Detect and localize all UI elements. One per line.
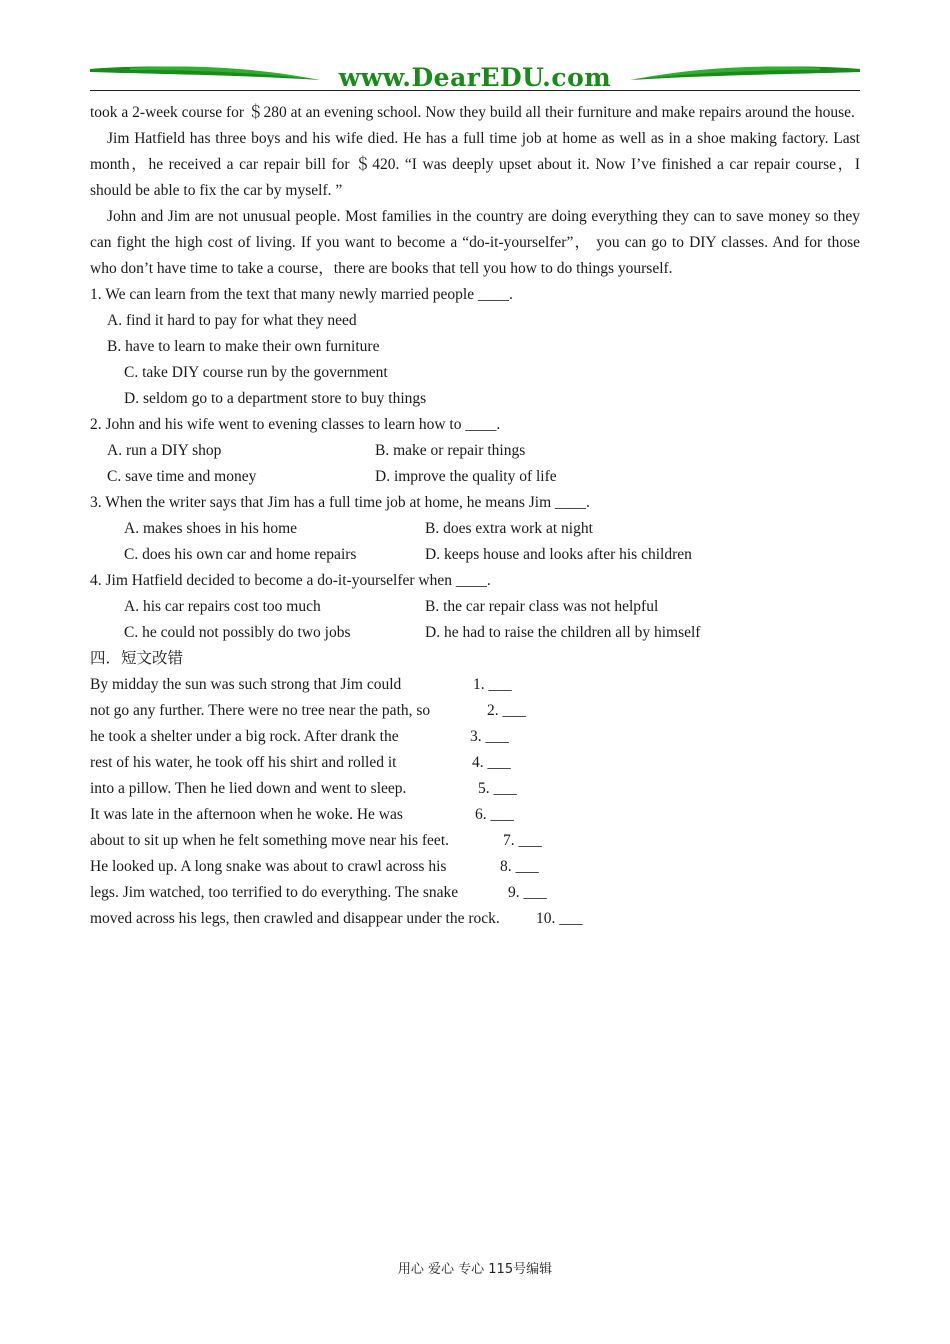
- error-line: [90, 776, 860, 802]
- site-header: [90, 62, 860, 94]
- passage-paragraph: Jim Hatfield has three boys and his wife died. He has a full time job at home as well as in a shoe making factory. Last month，he received a car repair bill for ＄420. “I was deeply upset about it. Now I’ve finished a car repair course，I should be able to fix the car by myself. ”: [90, 130, 860, 199]
- answer-option: B. have to learn to make their own furniture: [107, 338, 380, 355]
- error-line: [90, 854, 860, 880]
- answer-blank: 9. ___: [508, 884, 547, 901]
- error-line-text: about to sit up when he felt something move near his feet.: [90, 832, 449, 849]
- question-stem: 2. John and his wife went to evening classes to learn how to ____.: [90, 416, 501, 433]
- header-divider: [90, 90, 860, 91]
- error-line: [90, 828, 860, 854]
- error-line-text: It was late in the afternoon when he woke. He was: [90, 806, 403, 823]
- site-name: www.DearEDU.com: [338, 63, 612, 92]
- page-footer: 用心 爱心 专心 115号编辑: [397, 1262, 553, 1277]
- answer-blank: 2. ___: [487, 702, 526, 719]
- answer-option: C. he could not possibly do two jobs: [124, 624, 351, 641]
- error-line-text: legs. Jim watched, too terrified to do everything. The snake: [90, 884, 459, 901]
- error-line-text: moved across his legs, then crawled and disappear under the rock.: [90, 910, 500, 927]
- answer-option: D. seldom go to a department store to buy things: [124, 390, 427, 407]
- answer-blank: 6. ___: [475, 806, 514, 823]
- error-line: [90, 698, 860, 724]
- answer-option: B. the car repair class was not helpful: [425, 598, 659, 615]
- error-line-text: into a pillow. Then he lied down and went to sleep.: [90, 780, 407, 797]
- answer-blank: 8. ___: [500, 858, 539, 875]
- option-row: [90, 594, 860, 620]
- answer-blank: 5. ___: [478, 780, 517, 797]
- option-row: [90, 620, 860, 646]
- error-line-text: By midday the sun was such strong that Jim could: [90, 676, 402, 693]
- error-line: [90, 672, 860, 698]
- error-line-text: He looked up. A long snake was about to crawl across his: [90, 858, 447, 875]
- answer-blank: 10. ___: [536, 910, 583, 927]
- answer-blank: 3. ___: [470, 728, 509, 745]
- answer-option: C. save time and money: [107, 468, 257, 485]
- section-title: 四．短文改错: [90, 650, 184, 667]
- error-line: [90, 880, 860, 906]
- answer-option: A. find it hard to pay for what they need: [107, 312, 357, 329]
- answer-blank: 7. ___: [503, 832, 542, 849]
- answer-blank: 1. ___: [473, 676, 512, 693]
- answer-option: C. take DIY course run by the government: [124, 364, 388, 381]
- answer-option: A. makes shoes in his home: [124, 520, 298, 537]
- error-line: [90, 724, 860, 750]
- answer-option: D. he had to raise the children all by himself: [425, 624, 701, 641]
- question-stem: 1. We can learn from the text that many newly married people ____.: [90, 286, 513, 303]
- error-line: [90, 750, 860, 776]
- error-line-text: not go any further. There were no tree near the path, so: [90, 702, 431, 719]
- option-row: [90, 464, 860, 490]
- answer-option: A. his car repairs cost too much: [124, 598, 321, 615]
- answer-option: D. keeps house and looks after his children: [425, 546, 692, 563]
- answer-blank: 4. ___: [472, 754, 511, 771]
- page-content: [90, 100, 860, 932]
- answer-option: D. improve the quality of life: [375, 468, 557, 485]
- question-stem: 3. When the writer says that Jim has a full time job at home, he means Jim ____.: [90, 494, 590, 511]
- answer-option: A. run a DIY shop: [107, 442, 222, 459]
- answer-option: B. does extra work at night: [425, 520, 593, 537]
- option-row: [90, 516, 860, 542]
- passage-paragraph: John and Jim are not unusual people. Most families in the country are doing everything they can to save money so they can fight the high cost of living. If you want to become a “do-it-yourselfer”， you can go to DIY classes. And for those who don’t have time to take a course，there are books that tell you how to do things yourself.: [90, 208, 860, 277]
- option-row: [90, 438, 860, 464]
- answer-option: C. does his own car and home repairs: [124, 546, 357, 563]
- error-line-text: rest of his water, he took off his shirt and rolled it: [90, 754, 397, 771]
- option-row: [90, 542, 860, 568]
- answer-option: B. make or repair things: [375, 442, 526, 459]
- question-stem: 4. Jim Hatfield decided to become a do-it-yourselfer when ____.: [90, 572, 491, 589]
- passage-paragraph: took a 2-week course for ＄280 at an evening school. Now they build all their furniture and make repairs around the house.: [90, 104, 855, 121]
- error-line-text: he took a shelter under a big rock. After drank the: [90, 728, 399, 745]
- error-line: [90, 906, 860, 932]
- error-line: [90, 802, 860, 828]
